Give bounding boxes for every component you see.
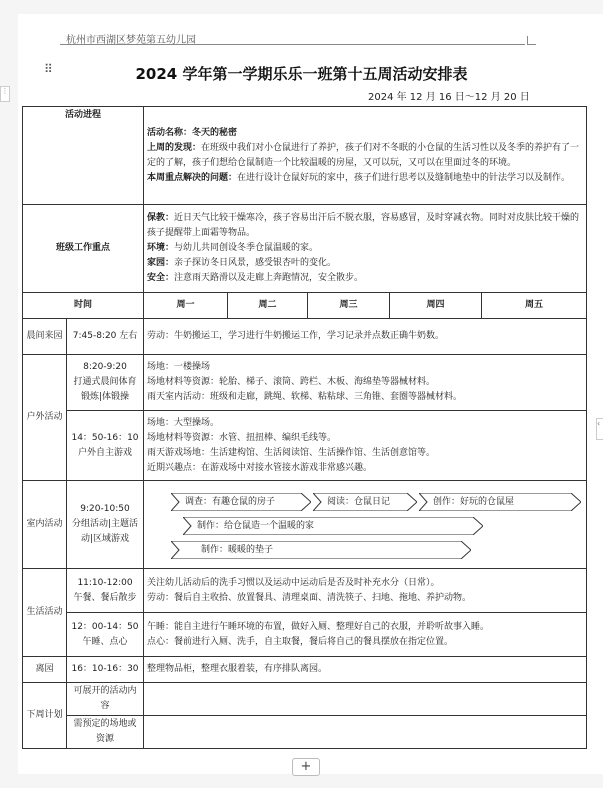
class-work-content — [144, 205, 587, 293]
env-text: 与幼儿共同创设冬季仓鼠温暖的家。 — [174, 243, 319, 253]
flow-arrow — [171, 541, 471, 559]
indoor-label: 室内活动 — [23, 481, 67, 569]
outdoor-slot-1 — [67, 355, 144, 411]
outdoor-line: 雨天游戏场地：生活建构馆、生活阅读馆、生活操作馆、生活创意馆等。 — [147, 447, 436, 458]
life-line: 午睡：能自主进行午睡环境的布置，做好入厕、整理好自己的衣服，并聆听故事入睡。 — [147, 621, 490, 632]
flow-arrow-text: 制作：暖暖的垫子 — [201, 544, 274, 555]
discovery-label: 上周的发现： — [147, 142, 202, 153]
care-label: 保教： — [147, 213, 175, 223]
indoor-time: 9:20-10:50 — [80, 504, 130, 514]
flow-arrow — [171, 493, 311, 511]
next-week-label: 下周计划 — [23, 683, 67, 749]
day-thursday: 周四 — [390, 293, 482, 319]
drag-handle-icon[interactable]: ⠿ — [44, 62, 54, 76]
life-slot-1 — [67, 569, 144, 613]
life-content-2 — [144, 613, 587, 657]
outdoor-content-2 — [144, 411, 587, 481]
leave-text: 整理物品柜，整理衣服着装，有序排队离园。 — [144, 657, 587, 683]
flow-arrow — [419, 493, 581, 511]
discovery-paragraph — [147, 141, 583, 171]
next-week-resources-cell[interactable] — [144, 716, 587, 749]
flow-arrow — [183, 517, 483, 535]
home-item — [147, 256, 583, 271]
outdoor-line: 场地：一楼操场 — [147, 362, 211, 372]
care-text: 近日天气比较干燥寒冷，孩子容易出汗后不脱衣服，容易感冒，及时穿减衣物。同时对皮肤比较干燥的孩子提醒带上面霜等物品。 — [147, 213, 580, 238]
outdoor-time-2: 14：50-16：10 — [71, 432, 139, 443]
flow-arrow-text: 阅读：仓鼠日记 — [327, 496, 391, 507]
day-monday: 周一 — [144, 293, 228, 319]
life-content-1 — [144, 569, 587, 613]
life-sub-1: 午餐、餐后散步 — [73, 592, 137, 603]
outdoor-line: 雨天室内活动：班级和走廊，跳绳、软梯、粘粘球、三角锥、套圈等器械材料。 — [147, 392, 463, 402]
header-corner-mark — [527, 36, 536, 45]
home-label: 家园： — [147, 258, 175, 268]
flow-arrow-text: 调查：有趣仓鼠的房子 — [185, 496, 276, 507]
life-time-1: 11:10-12:00 — [77, 577, 133, 588]
indoor-flow-cell — [144, 481, 587, 569]
right-panel-tab-icon[interactable]: ‹ — [596, 418, 603, 440]
outdoor-line: 场地材料等资源：水管、扭扭棒、编织毛线等。 — [147, 432, 337, 443]
outdoor-content-1 — [144, 355, 587, 411]
schedule-table — [22, 106, 587, 749]
discovery-text: 在班级中我们对小仓鼠进行了养护，孩子们对不冬眠的小仓鼠的生活习性以及冬季的养护有了一定的了解，孩子们想给仓鼠制造一个比较温暖的房屋，又可以玩，又可以在里面过冬的环境。 — [147, 142, 580, 168]
safety-item — [147, 271, 583, 286]
page-title: 2024 学年第一学期乐乐一班第十五周活动安排表 — [135, 65, 468, 83]
indoor-flow — [147, 489, 583, 561]
outdoor-sub-1: 打通式晨间体育锻炼|体锻操 — [73, 377, 137, 402]
morning-time: 7:45-8:20 左右 — [67, 319, 144, 355]
life-line: 点心：餐前进行入厕、洗手，自主取餐，餐后将自己的餐具摆放在指定位置。 — [147, 636, 454, 647]
focus-label: 本周重点解决的问题： — [147, 172, 238, 183]
home-text: 亲子探访冬日风景，感受银杏叶的变化。 — [174, 258, 337, 268]
leave-time: 16：10-16：30 — [67, 657, 144, 683]
day-wednesday: 周三 — [308, 293, 390, 319]
date-range: 2024 年 12 月 16 日～12 月 20 日 — [368, 92, 530, 103]
indoor-sub: 分组活动|主题活动|区域游戏 — [71, 519, 139, 544]
outdoor-line: 场地：大型操场。 — [147, 417, 220, 428]
next-week-resources-label: 需预定的场地或资源 — [67, 716, 144, 749]
class-work-label: 班级工作重点 — [23, 205, 144, 293]
outdoor-slot-2 — [67, 411, 144, 481]
outdoor-line: 场地材料等资源：轮胎、梯子、滚筒、跨栏、木板、海绵垫等器械材料。 — [147, 377, 436, 387]
leave-label: 离园 — [23, 657, 67, 683]
env-label: 环境： — [147, 243, 175, 253]
time-header: 时间 — [23, 293, 144, 319]
env-item — [147, 241, 583, 256]
life-line: 劳动：餐后自主收拾、放置餐具、清理桌面、清洗筷子、扫地、拖地、养护动物。 — [147, 592, 472, 603]
life-label: 生活活动 — [23, 569, 67, 657]
activity-name: 活动名称：冬天的秘密 — [147, 127, 238, 138]
life-time-2: 12：00-14：50 — [71, 621, 139, 632]
safety-text: 注意雨天路滑以及走廊上奔跑情况，安全散步。 — [174, 273, 364, 283]
focus-text: 在进行设计仓鼠好玩的家中，孩子们进行思考以及缝制地垫中的针法学习以及制作。 — [237, 172, 571, 183]
school-name: 杭州市西湖区梦苑第五幼儿园 — [66, 35, 196, 46]
safety-label: 安全： — [147, 273, 175, 283]
life-slot-2 — [67, 613, 144, 657]
day-friday: 周五 — [482, 293, 587, 319]
life-sub-2: 午睡、点心 — [82, 636, 128, 647]
progress-label: 活动进程 — [23, 107, 144, 205]
morning-text: 劳动：牛奶搬运工，学习进行牛奶搬运工作，学习记录并点数正确牛奶数。 — [144, 319, 587, 355]
care-item — [147, 211, 583, 241]
outdoor-time-1: 8:20-9:20 — [83, 362, 127, 372]
indoor-slot — [67, 481, 144, 569]
flow-arrow-text: 制作：给仓鼠造一个温暖的家 — [197, 520, 315, 531]
outdoor-sub-2: 户外自主游戏 — [78, 447, 133, 458]
life-line: 关注幼儿活动后的洗手习惯以及运动中运动后是否及时补充水分（日常）。 — [147, 577, 440, 588]
flow-arrow — [313, 493, 417, 511]
next-week-activities-cell[interactable] — [144, 683, 587, 716]
outdoor-label: 户外活动 — [23, 355, 67, 481]
focus-paragraph — [147, 171, 583, 186]
add-row-button[interactable]: + — [292, 758, 320, 776]
progress-content — [144, 107, 587, 205]
outdoor-line: 近期兴趣点：在游戏场中对接水管接水游戏非常感兴趣。 — [147, 462, 373, 473]
morning-label: 晨间来园 — [23, 319, 67, 355]
day-tuesday: 周二 — [228, 293, 308, 319]
side-tab-icon[interactable]: ⋮ — [0, 86, 10, 102]
next-week-activities-label: 可展开的活动内容 — [67, 683, 144, 716]
flow-arrow-text: 创作：好玩的仓鼠屋 — [433, 496, 515, 507]
